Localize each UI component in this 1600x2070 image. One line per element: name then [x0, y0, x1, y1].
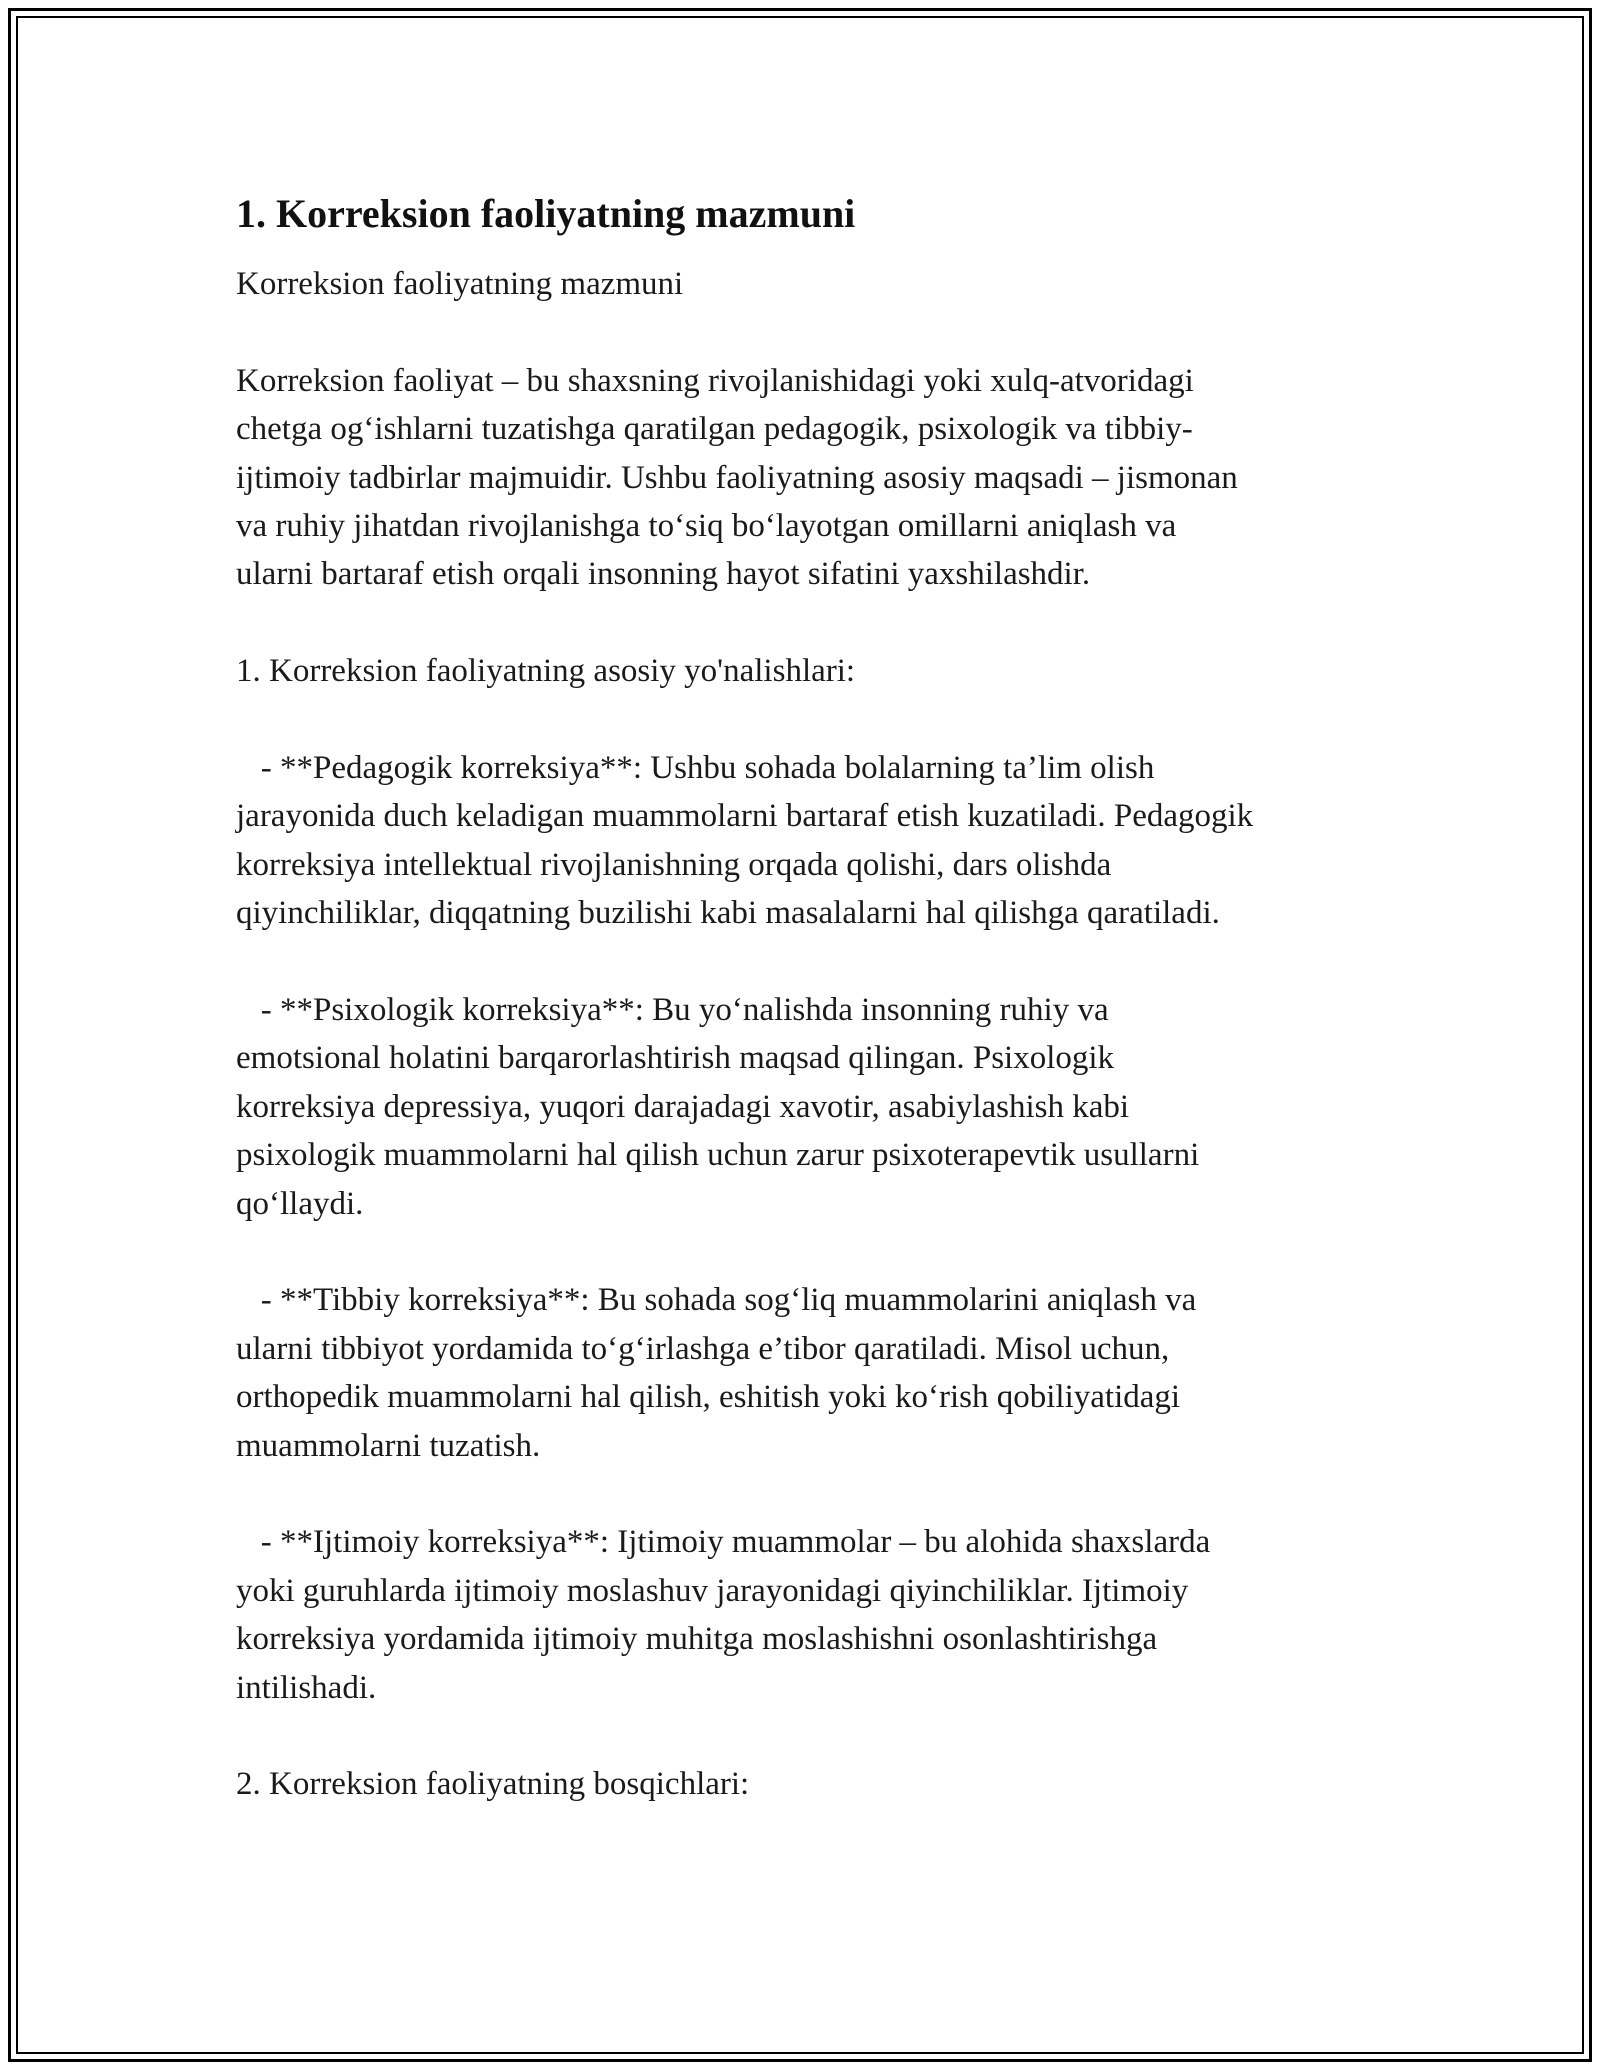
pedagogical-correction-paragraph: - **Pedagogik korreksiya**: Ushbu sohada bolalarning ta’lim olish jarayonida duch keladigan muammolarni bartaraf etish kuzatiladi. Pedagogik korreksiya intellektual rivojlanishning orqada qolishi, dars olishda qiyinchiliklar, diqqatning buzilishi kabi masalalarni hal qilishga qaratiladi. [236, 750, 1254, 932]
document-title: 1. Korreksion faoliyatning mazmuni [236, 191, 856, 236]
medical-correction-paragraph: - **Tibbiy korreksiya**: Bu sohada sog‘liq muammolarini aniqlash va ularni tibbiyot yordamida to‘g‘irlashga e’tibor qaratiladi. Misol uchun, orthopedik muammolarni hal qilish, eshitish yoki ko‘rish qobiliyatidagi muammolarni tuzatish. [236, 1282, 1197, 1464]
document-body [236, 186, 1376, 1809]
section-heading-directions: 1. Korreksion faoliyatning asosiy yo'nalishlari: [236, 653, 856, 690]
section-heading-stages: 2. Korreksion faoliyatning bosqichlari: [236, 1766, 750, 1803]
social-correction-paragraph: - **Ijtimoiy korreksiya**: Ijtimoiy muammolar – bu alohida shaxslarda yoki guruhlarda ijtimoiy moslashuv jarayonidagi qiyinchiliklar. Ijtimoiy korreksiya yordamida ijtimoiy muhitga moslashishni osonlashtirishga intilishadi. [236, 1524, 1211, 1706]
psychological-correction-paragraph: - **Psixologik korreksiya**: Bu yo‘nalishda insonning ruhiy va emotsional holatini barqarorlashtirish maqsad qilingan. Psixologik korreksiya depressiya, yuqori darajadagi xavotir, asabiylashish kabi psixologik muammolarni hal qilish uchun zarur psixoterapevtik usullarni qo‘llaydi. [236, 992, 1200, 1222]
subtitle-paragraph: Korreksion faoliyatning mazmuni [236, 266, 684, 302]
intro-paragraph: Korreksion faoliyat – bu shaxsning rivojlanishidagi yoki xulq-atvoridagi chetga og‘ishlarni tuzatishga qaratilgan pedagogik, psixologik va tibbiy- ijtimoiy tadbirlar majmuidir. Ushbu faoliyatning asosiy maqsadi – jismonan va ruhiy jihatdan rivojlanishga to‘siq bo‘layotgan omillarni aniqlash va ularni bartaraf etish orqali insonning hayot sifatini yaxshilashdir. [236, 362, 1238, 593]
